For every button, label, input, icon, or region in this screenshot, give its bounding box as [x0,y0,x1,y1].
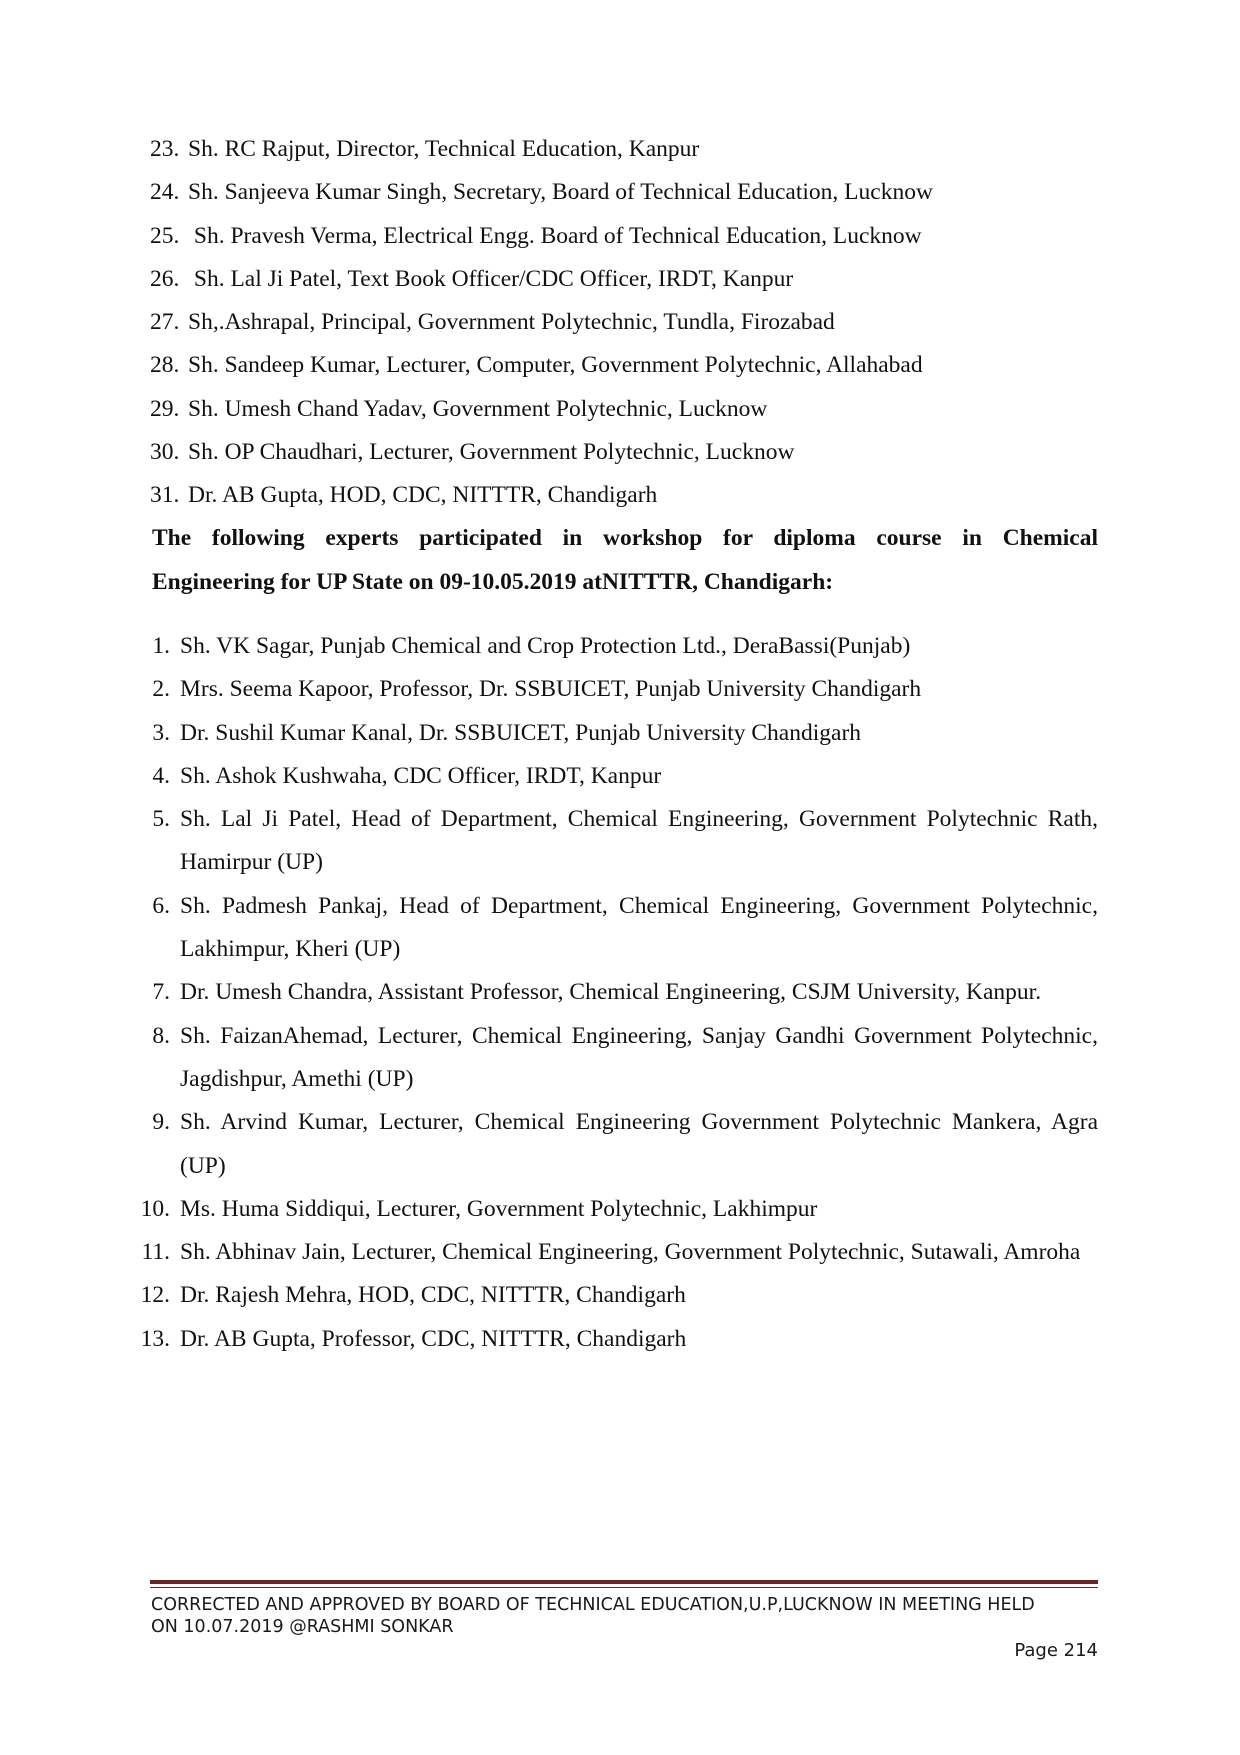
item-number: 28. [150,352,180,379]
item-number: 27. [150,309,180,336]
item-text: Dr. Umesh Chandra, Assistant Professor, Chemical Engineering, CSJM University, Kanpur. [180,979,1042,1006]
participants-list-continued [150,128,1100,518]
item-text: Dr. Sushil Kumar Kanal, Dr. SSBUICET, Punjab University Chandigarh [180,719,862,746]
list-item [125,798,1098,885]
chemical-experts-list [125,625,1098,1361]
list-item [150,344,1100,387]
item-number: 8. [152,1022,170,1049]
list-item [125,668,1098,711]
list-item [125,712,1098,755]
list-item [150,301,1100,344]
item-text: Sh. Lal Ji Patel, Text Book Officer/CDC Officer, IRDT, Kanpur [188,265,794,292]
item-number: 12. [140,1282,170,1309]
section-heading [152,517,1098,604]
item-text: Sh. Abhinav Jain, Lecturer, Chemical Engineering, Government Polytechnic, Sutawali, Amroha [180,1239,1081,1266]
item-number: 25. [150,222,180,249]
footer-line-1: CORRECTED AND APPROVED BY BOARD OF TECHNICAL EDUCATION,U.P,LUCKNOW IN MEETING HELD [151,1595,1035,1615]
item-number: 5. [152,806,170,833]
item-text: Sh. Umesh Chand Yadav, Government Polytechnic, Lucknow [188,395,768,422]
footer-approval-note [151,1594,1097,1638]
item-text: Sh. RC Rajput, Director, Technical Education, Kanpur [188,136,700,162]
list-item [125,971,1098,1014]
item-text: Sh. Padmesh Pankaj, Head of Department, Chemical Engineering, Government Polytechnic, Lakhimpur, Kheri (UP) [180,892,1098,963]
list-item [125,885,1098,972]
item-text: Ms. Huma Siddiqui, Lecturer, Government Polytechnic, Lakhimpur [180,1195,818,1222]
item-text: Dr. AB Gupta, HOD, CDC, NITTTR, Chandigarh [188,482,658,509]
item-number: 11. [141,1239,170,1266]
footer-line-2: ON 10.07.2019 @RASHMI SONKAR [151,1617,454,1637]
list-item [125,1274,1098,1317]
heading-line-2: Engineering for UP State on 09-10.05.2019 atNITTTR, Chandigarh: [152,568,834,595]
list-item [150,258,1100,301]
item-number: 29. [150,395,180,422]
heading-line-1: The following experts participated in workshop for diploma course in Chemical [152,525,1098,551]
item-number: 31. [150,482,180,509]
item-number: 1. [152,633,170,659]
item-number: 4. [152,762,170,789]
item-text: Sh. Sandeep Kumar, Lecturer, Computer, Government Polytechnic, Allahabad [188,352,923,379]
item-number: 3. [152,719,170,746]
item-number: 26. [150,265,180,292]
list-item [125,1015,1098,1102]
item-number: 24. [150,179,180,206]
list-item [150,474,1100,517]
item-text: Sh. OP Chaudhari, Lecturer, Government Polytechnic, Lucknow [188,439,795,466]
item-number: 7. [152,979,170,1006]
item-text: Sh. Sanjeeva Kumar Singh, Secretary, Board of Technical Education, Lucknow [188,179,933,206]
item-text: Dr. Rajesh Mehra, HOD, CDC, NITTTR, Chandigarh [180,1282,686,1309]
footer-divider [150,1580,1098,1584]
footer-divider-thin [150,1587,1098,1588]
list-item [125,1188,1098,1231]
list-item [150,171,1100,214]
item-number: 23. [150,136,180,162]
item-number: 6. [152,892,170,919]
page-number: Page 214 [1014,1640,1098,1661]
list-item [125,755,1098,798]
list-item [150,215,1100,258]
list-item [150,431,1100,474]
list-item [125,1101,1098,1188]
item-text: Mrs. Seema Kapoor, Professor, Dr. SSBUICET, Punjab University Chandigarh [180,676,922,703]
list-item [150,388,1100,431]
item-text: Sh. FaizanAhemad, Lecturer, Chemical Engineering, Sanjay Gandhi Government Polytechnic, Jagdishpur, Amethi (UP) [180,1022,1098,1092]
item-text: Dr. AB Gupta, Professor, CDC, NITTTR, Chandigarh [180,1325,687,1352]
item-text: Sh,.Ashrapal, Principal, Government Polytechnic, Tundla, Firozabad [188,309,835,336]
item-number: 2. [152,676,170,703]
list-item [125,1231,1098,1274]
list-item [150,128,1100,171]
item-number: 30. [150,439,180,466]
item-number: 13. [140,1325,170,1352]
item-text: Sh. VK Sagar, Punjab Chemical and Crop Protection Ltd., DeraBassi(Punjab) [180,633,911,659]
item-text: Sh. Arvind Kumar, Lecturer, Chemical Engineering Government Polytechnic Mankera, Agra (UP) [180,1109,1098,1179]
item-number: 9. [152,1109,170,1136]
item-text: Sh. Lal Ji Patel, Head of Department, Chemical Engineering, Government Polytechnic Rath, Hamirpur (UP) [180,806,1098,876]
item-number: 10. [140,1195,170,1222]
item-text: Sh. Ashok Kushwaha, CDC Officer, IRDT, Kanpur [180,762,662,789]
list-item [125,625,1098,668]
list-item [125,1318,1098,1361]
item-text: Sh. Pravesh Verma, Electrical Engg. Board of Technical Education, Lucknow [188,222,922,249]
